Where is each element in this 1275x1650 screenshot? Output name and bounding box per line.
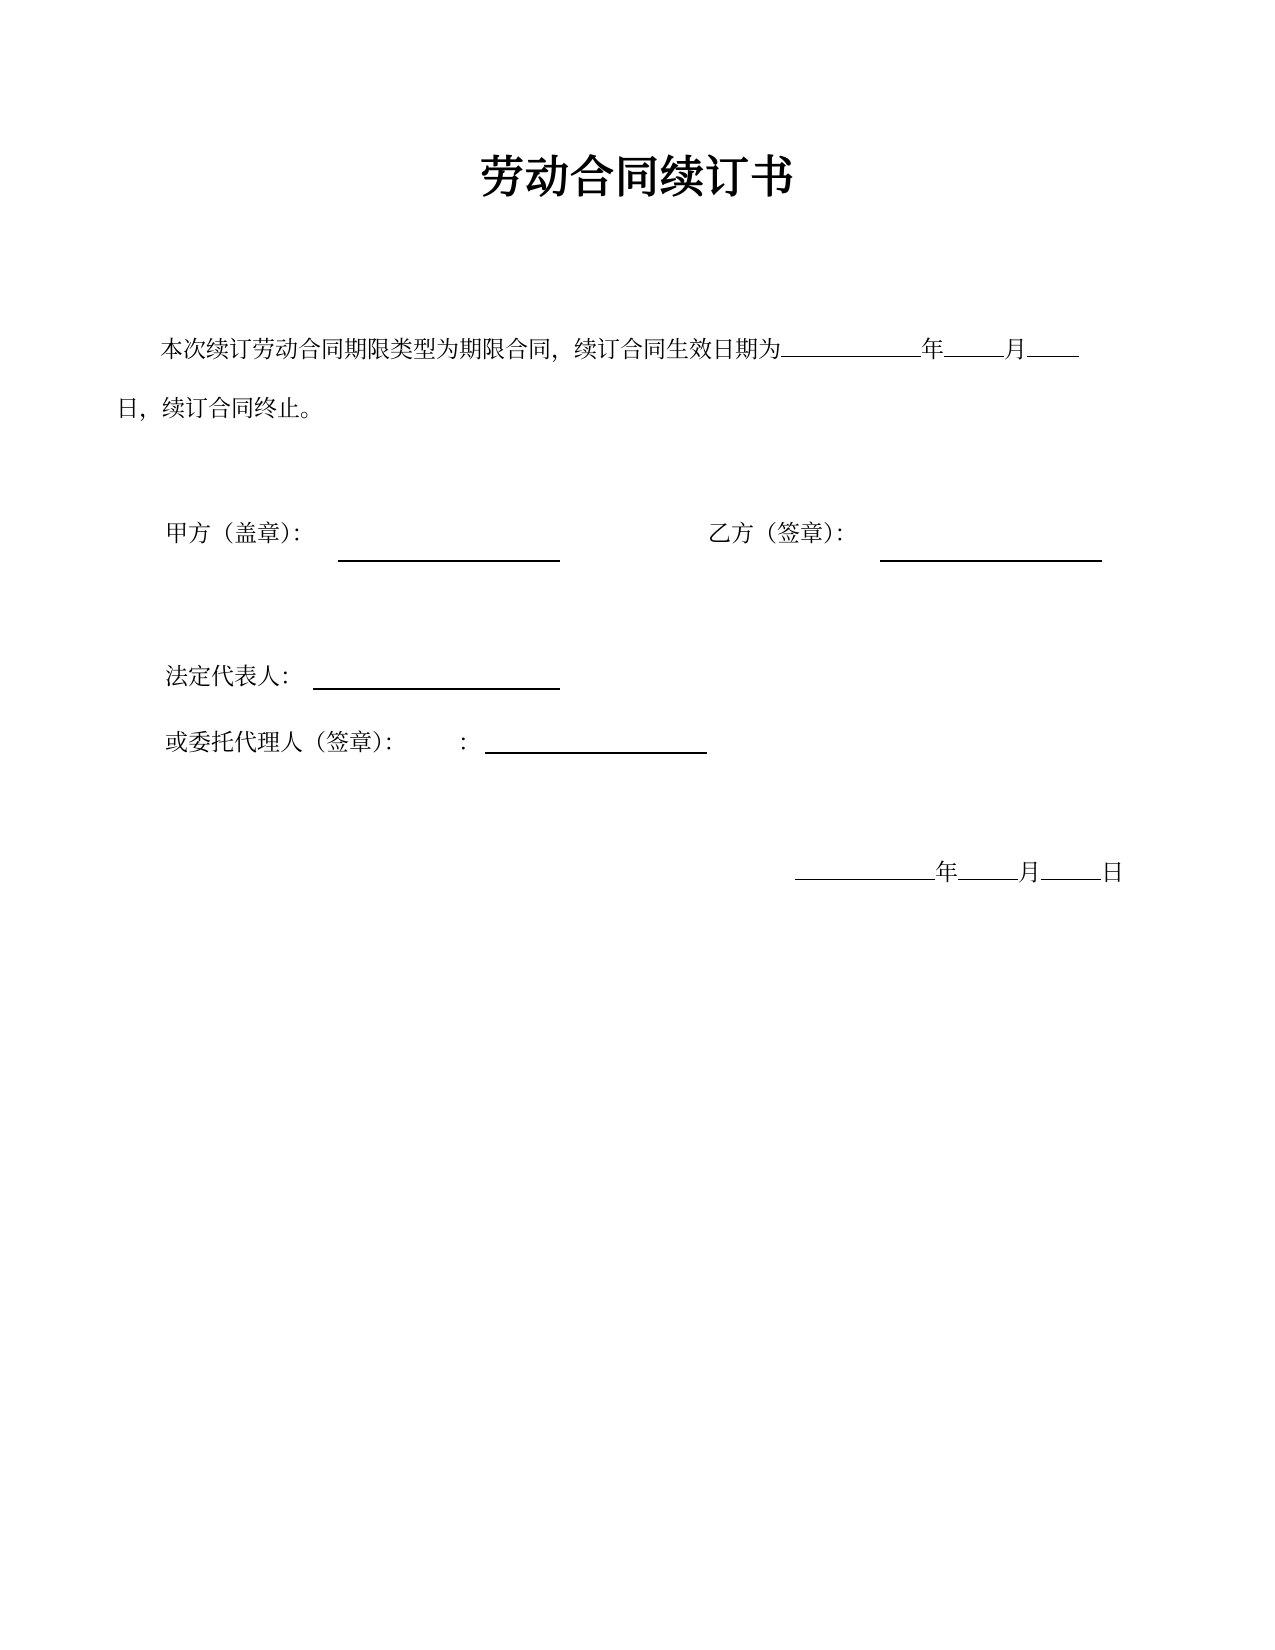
date-month-blank (958, 855, 1018, 880)
body-line-2 (116, 394, 323, 424)
month-label: 月 (1004, 337, 1027, 363)
date-year-blank (795, 855, 935, 880)
year-label: 年 (921, 337, 944, 363)
agent-colon: ： (458, 730, 481, 756)
date-day-label: 日 (1101, 860, 1124, 886)
agent-label: 或委托代理人（签章）： (165, 730, 407, 756)
legal-rep-signature-line (313, 688, 560, 690)
date-month-label: 月 (1018, 860, 1041, 886)
body-line-1 (160, 332, 1079, 365)
body-text-end: 日，续订合同终止。 (116, 396, 323, 422)
party-b-label: 乙方（签章）： (708, 521, 858, 547)
body-text: 本次续订劳动合同期限类型为期限合同，续订合同生效日期为 (160, 337, 781, 363)
year-blank (781, 332, 921, 357)
legal-rep-label: 法定代表人： (165, 664, 303, 690)
month-blank (944, 332, 1004, 357)
party-a-label: 甲方（盖章）： (165, 521, 315, 547)
document-title: 劳动合同续订书 (480, 152, 795, 203)
party-b-signature-line (880, 560, 1102, 562)
day-blank (1027, 332, 1079, 357)
date-year-label: 年 (935, 860, 958, 886)
signing-date (795, 855, 1124, 888)
date-day-blank (1041, 855, 1101, 880)
agent-signature-line (485, 752, 707, 754)
party-a-signature-line (338, 560, 560, 562)
